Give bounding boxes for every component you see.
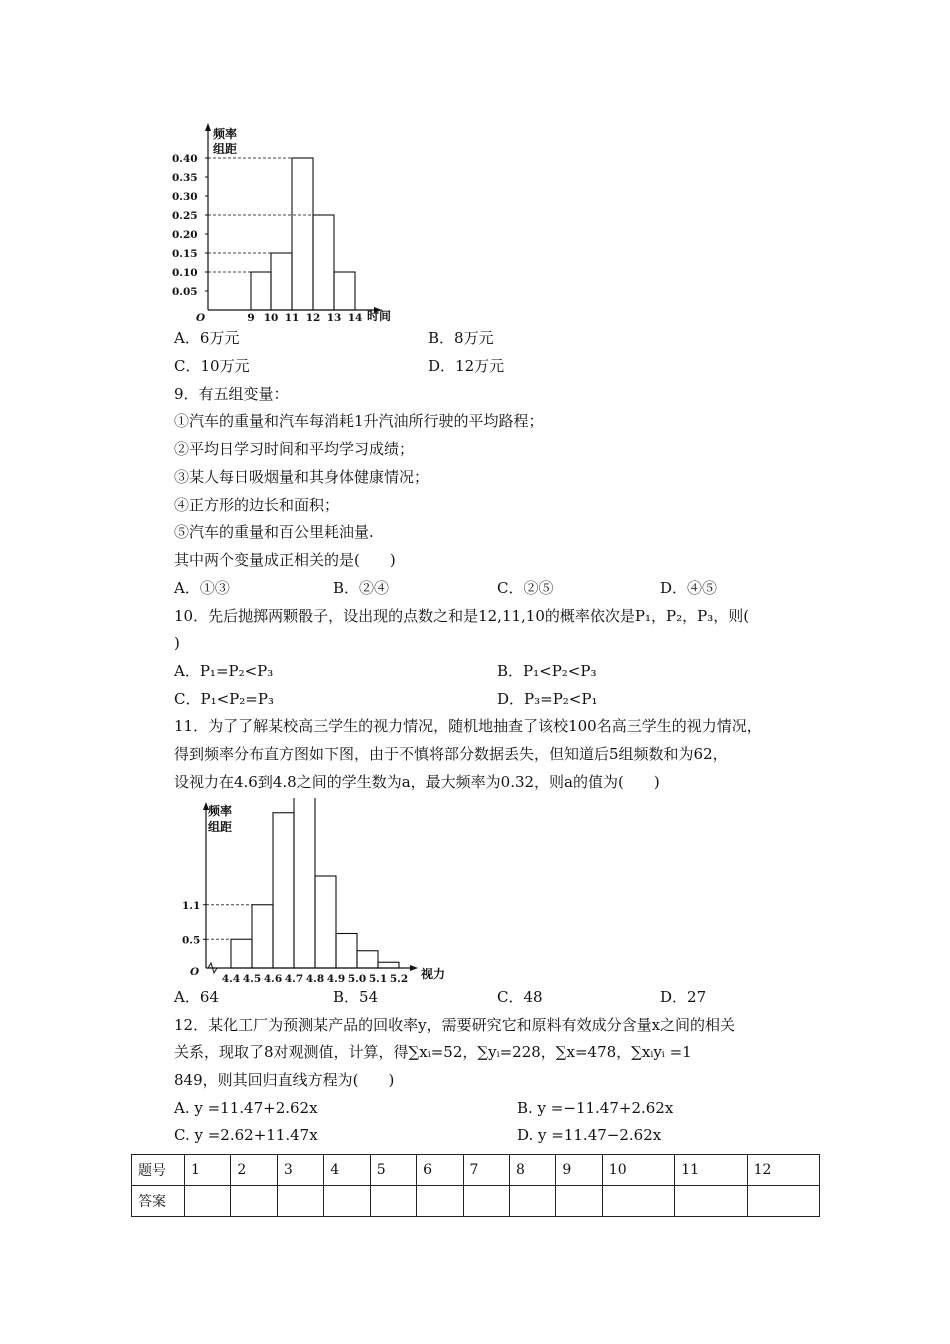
chart2-bar: [336, 934, 357, 969]
chart2-bar: [231, 939, 252, 968]
chart2-ylabel-top: 频率: [208, 804, 233, 818]
chart1-xlabel: 时间: [367, 309, 392, 323]
q10-option-c[interactable]: C．P₁<P₂=P₃: [174, 690, 274, 708]
answer-table-answer-row: [132, 1186, 820, 1217]
q9-option-c[interactable]: C．②⑤: [497, 579, 554, 597]
chart2-xlabel: 视力: [421, 967, 446, 981]
q10-stem-line1: 10．先后抛掷两颗骰子，设出现的点数之和是12,11,10的概率依次是P₁，P₂，P₃，则(: [174, 607, 750, 625]
q11-option-b[interactable]: B．54: [333, 988, 379, 1006]
chart1-ytick-label: 0.40: [172, 153, 198, 165]
q9-item-3: ③某人每日吸烟量和其身体健康情况；: [174, 468, 430, 486]
q11-option-d[interactable]: D．27: [660, 988, 707, 1006]
q12-option-b[interactable]: B. y =−11.47+2.62x: [517, 1099, 674, 1117]
chart1-xtick-label: 11: [284, 312, 300, 324]
q11-option-c[interactable]: C．48: [497, 988, 543, 1006]
answer-table-answer-cell[interactable]: [675, 1186, 747, 1217]
chart2-bar: [273, 813, 294, 968]
chart1-ylabel-bottom: 组距: [213, 142, 238, 156]
chart2-xtick-label: 4.4: [221, 973, 241, 985]
chart1-ytick-label: 0.35: [172, 172, 198, 184]
q12-line3: 849，则其回归直线方程为( ): [174, 1071, 395, 1089]
answer-table-number-cell: 5: [370, 1155, 416, 1186]
answer-table-answer-cell[interactable]: [370, 1186, 416, 1217]
chart2-xtick-label: 4.6: [263, 973, 283, 985]
chart1-ytick-label: 0.10: [172, 267, 198, 279]
chart2-xtick-label: 4.9: [326, 973, 346, 985]
chart1-xtick-label: 13: [326, 312, 342, 324]
chart1-ytick-label: 0.05: [172, 286, 198, 298]
answer-table-answer-cell[interactable]: [231, 1186, 277, 1217]
q8-option-c[interactable]: C．10万元: [174, 357, 250, 375]
q12-line1: 12．某化工厂为预测某产品的回收率y，需要研究它和原料有效成分含量x之间的相关: [174, 1016, 736, 1034]
q8-option-d[interactable]: D．12万元: [428, 357, 505, 375]
chart1-ytick-label: 0.15: [172, 248, 198, 260]
q11-option-a[interactable]: A．64: [174, 988, 219, 1006]
chart2-bar: [378, 962, 399, 968]
chart1-bar: [313, 215, 334, 310]
q10-option-d[interactable]: D．P₃=P₂<P₁: [497, 690, 598, 708]
chart1-bar: [251, 272, 271, 310]
q11-line3: 设视力在4.6到4.8之间的学生数为a，最大频率为0.32，则a的值为( ): [174, 773, 660, 791]
chart1-xtick-label: 9: [247, 312, 255, 324]
answer-table-number-cell: 7: [463, 1155, 509, 1186]
chart2-ylabel-bottom: 组距: [208, 820, 233, 834]
answer-table-number-cell: 12: [747, 1155, 819, 1186]
q11-line2: 得到频率分布直方图如下图，由于不慎将部分数据丢失，但知道后5组频数和为62，: [174, 745, 728, 763]
chart2-bar: [294, 798, 315, 968]
answer-table-answer-cell[interactable]: [417, 1186, 463, 1217]
q11-line1: 11．为了了解某校高三学生的视力情况，随机地抽查了该校100名高三学生的视力情况，: [174, 717, 762, 735]
chart1-ytick-label: 0.25: [172, 210, 198, 222]
chart2-origin: O: [190, 966, 200, 978]
answer-table-number-cell: 10: [602, 1155, 674, 1186]
q12-line2: 关系，现取了8对观测值，计算，得∑xᵢ=52，∑yᵢ=228，∑x=478，∑xᵢyᵢ =1: [174, 1043, 692, 1061]
answer-table-answer-cell[interactable]: [747, 1186, 819, 1217]
answer-table-answer-cell[interactable]: [509, 1186, 555, 1217]
histogram-time: [168, 120, 428, 325]
answer-table-number-cell: 8: [509, 1155, 555, 1186]
q9-option-b[interactable]: B．②④: [333, 579, 390, 597]
chart1-ytick-label: 0.30: [172, 191, 198, 203]
chart1-ytick-label: 0.20: [172, 229, 198, 241]
answer-table-number-cell: 11: [675, 1155, 747, 1186]
answer-table-number-cell: 2: [231, 1155, 277, 1186]
answer-table-number-cell: 1: [185, 1155, 231, 1186]
q9-option-a[interactable]: A．①③: [174, 579, 230, 597]
chart1-bar: [292, 158, 313, 310]
chart1-origin: O: [196, 312, 206, 324]
chart2-x-arrow: [410, 965, 418, 971]
answer-table-number-row: [132, 1155, 820, 1186]
q12-option-d[interactable]: D. y =11.47−2.62x: [517, 1126, 662, 1144]
answer-table-number-cell: 3: [277, 1155, 323, 1186]
answer-table-number-cell: 6: [417, 1155, 463, 1186]
answer-table-answer-cell[interactable]: [463, 1186, 509, 1217]
answer-table-number-cell: 9: [556, 1155, 602, 1186]
q9-stem: 9．有五组变量：: [174, 385, 289, 403]
chart2-xtick-label: 5.2: [389, 973, 409, 985]
answer-table-answer-cell[interactable]: [324, 1186, 370, 1217]
chart1-y-arrow: [205, 123, 211, 131]
q9-item-1: ①汽车的重量和汽车每消耗1升汽油所行驶的平均路程；: [174, 412, 544, 430]
chart2-bar: [315, 876, 336, 968]
chart1-bar: [271, 253, 292, 310]
q8-option-b[interactable]: B．8万元: [428, 329, 494, 347]
q9-item-5: ⑤汽车的重量和百公里耗油量.: [174, 523, 374, 541]
q9-option-d[interactable]: D．④⑤: [660, 579, 718, 597]
chart1-xtick-label: 14: [347, 312, 363, 324]
chart2-bar: [357, 951, 378, 968]
chart2-xtick-label: 4.8: [305, 973, 325, 985]
answer-table: [131, 1154, 820, 1217]
q9-item-4: ④正方形的边长和面积；: [174, 496, 340, 514]
q10-option-b[interactable]: B．P₁<P₂<P₃: [497, 662, 597, 680]
q10-stem-line2: ): [174, 634, 180, 652]
chart2-ytick-label: 1.1: [182, 899, 201, 912]
answer-table-answer-cell[interactable]: [556, 1186, 602, 1217]
chart1-ylabel-top: 频率: [213, 127, 238, 141]
q9-item-2: ②平均日学习时间和平均学习成绩；: [174, 440, 415, 458]
answer-table-number-cell: 4: [324, 1155, 370, 1186]
answer-table-number-header: 题号: [132, 1155, 185, 1186]
chart1-bar: [334, 272, 355, 310]
q8-option-a[interactable]: A．6万元: [174, 329, 240, 347]
chart2-bar: [252, 905, 273, 968]
q9-question: 其中两个变量成正相关的是( ): [174, 551, 396, 569]
answer-table-answer-cell[interactable]: [277, 1186, 323, 1217]
answer-table-answer-header: 答案: [132, 1186, 185, 1217]
answer-table-answer-cell[interactable]: [185, 1186, 231, 1217]
chart2-ytick-label: 0.5: [182, 934, 201, 947]
answer-table-answer-cell[interactable]: [602, 1186, 674, 1217]
q12-option-c[interactable]: C. y =2.62+11.47x: [174, 1126, 318, 1144]
chart2-xtick-label: 5.1: [368, 973, 388, 985]
chart2-xtick-label: 4.5: [242, 973, 262, 985]
chart2-xtick-label: 5.0: [347, 973, 367, 985]
histogram-vision: [170, 798, 460, 988]
chart1-xtick-label: 10: [263, 312, 279, 324]
chart1-xtick-label: 12: [305, 312, 321, 324]
q10-option-a[interactable]: A．P₁=P₂<P₃: [174, 662, 274, 680]
q12-option-a[interactable]: A. y =11.47+2.62x: [174, 1099, 318, 1117]
chart2-xtick-label: 4.7: [284, 973, 304, 985]
